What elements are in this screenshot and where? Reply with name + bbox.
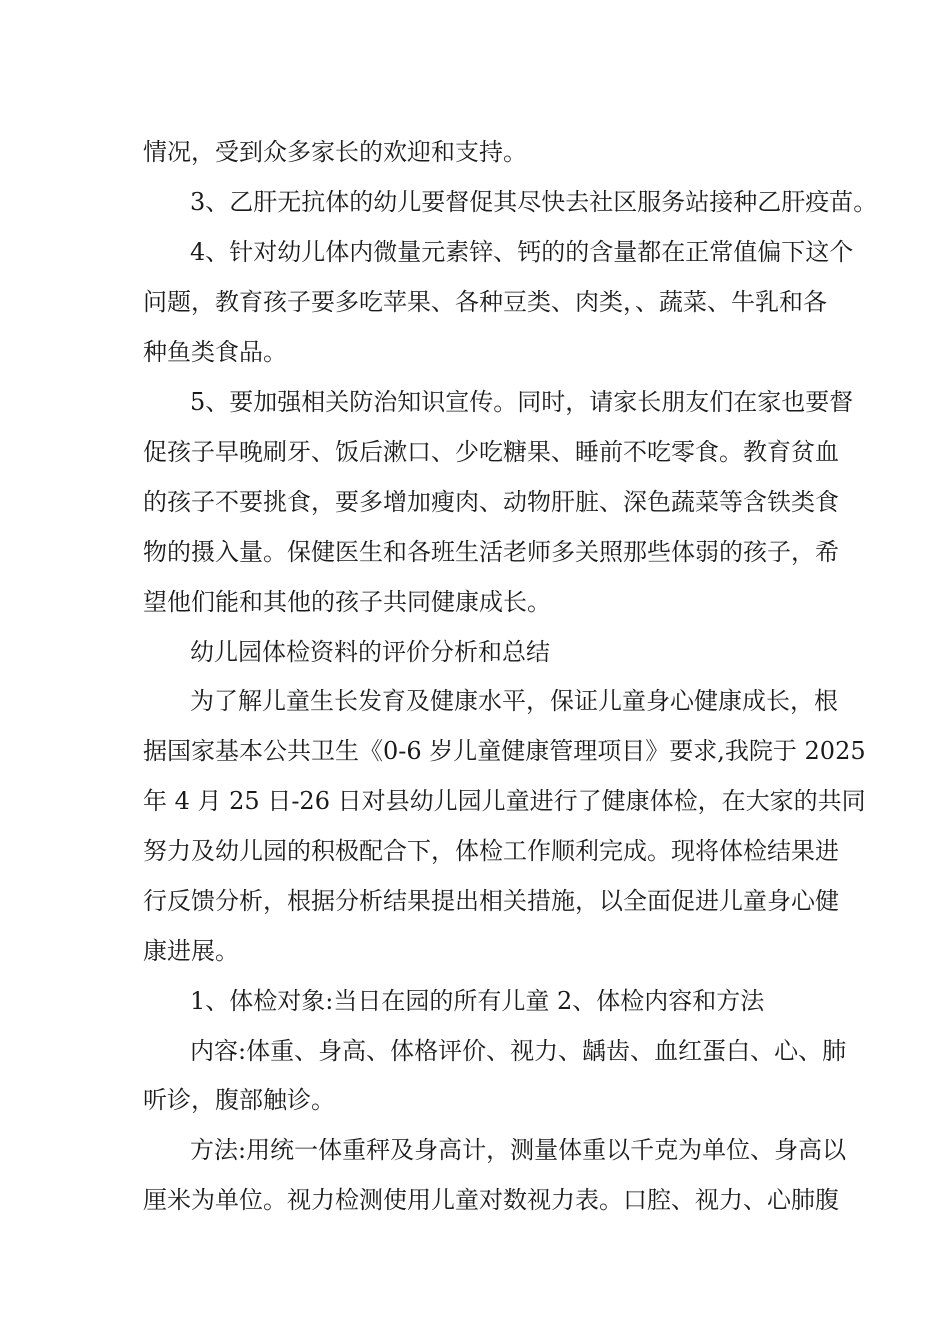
text-line: 1、体检对象:当日在园的所有儿童 2、体检内容和方法 (190, 987, 765, 1015)
text-line: 3、乙肝无抗体的幼儿要督促其尽快去社区服务站接种乙肝疫苗。 (190, 188, 878, 216)
text-line: 5、要加强相关防治知识宣传。同时，请家长朋友们在家也要督 (190, 388, 854, 416)
text-line: 内容:体重、身高、体格评价、视力、龋齿、血红蛋白、心、肺 (190, 1037, 847, 1065)
text-line: 望他们能和其他的孩子共同健康成长。 (143, 588, 551, 616)
text-line: 行反馈分析，根据分析结果提出相关措施，以全面促进儿童身心健 (143, 887, 839, 915)
text-line: 问题，教育孩子要多吃苹果、各种豆类、肉类，、蔬菜、牛乳和各 (143, 288, 827, 316)
text-line: 方法:用统一体重秤及身高计，测量体重以千克为单位、身高以 (190, 1136, 847, 1164)
text-line: 努力及幼儿园的积极配合下，体检工作顺利完成。现将体检结果进 (143, 837, 839, 865)
text-line: 厘米为单位。视力检测使用儿童对数视力表。口腔、视力、心肺腹 (143, 1186, 839, 1214)
text-line: 为了解儿童生长发育及健康水平，保证儿童身心健康成长，根 (190, 687, 838, 715)
text-line: 4、针对幼儿体内微量元素锌、钙的的含量都在正常值偏下这个 (190, 238, 854, 266)
text-line: 听诊，腹部触诊。 (143, 1086, 335, 1114)
text-line: 据国家基本公共卫生《0-6 岁儿童健康管理项目》要求,我院于 2025 (143, 737, 866, 765)
text-line: 的孩子不要挑食，要多增加瘦肉、动物肝脏、深色蔬菜等含铁类食 (143, 488, 839, 516)
text-line: 情况，受到众多家长的欢迎和支持。 (143, 138, 527, 166)
text-line: 种鱼类食品。 (143, 338, 287, 366)
text-line: 年 4 月 25 日-26 日对县幼儿园儿童进行了健康体检，在大家的共同 (143, 787, 866, 815)
text-line: 康进展。 (143, 937, 239, 965)
text-line: 促孩子早晚刷牙、饭后漱口、少吃糖果、睡前不吃零食。教育贫血 (143, 438, 839, 466)
text-line: 物的摄入量。保健医生和各班生活老师多关照那些体弱的孩子，希 (143, 538, 839, 566)
section-heading: 幼儿园体检资料的评价分析和总结 (190, 638, 550, 666)
